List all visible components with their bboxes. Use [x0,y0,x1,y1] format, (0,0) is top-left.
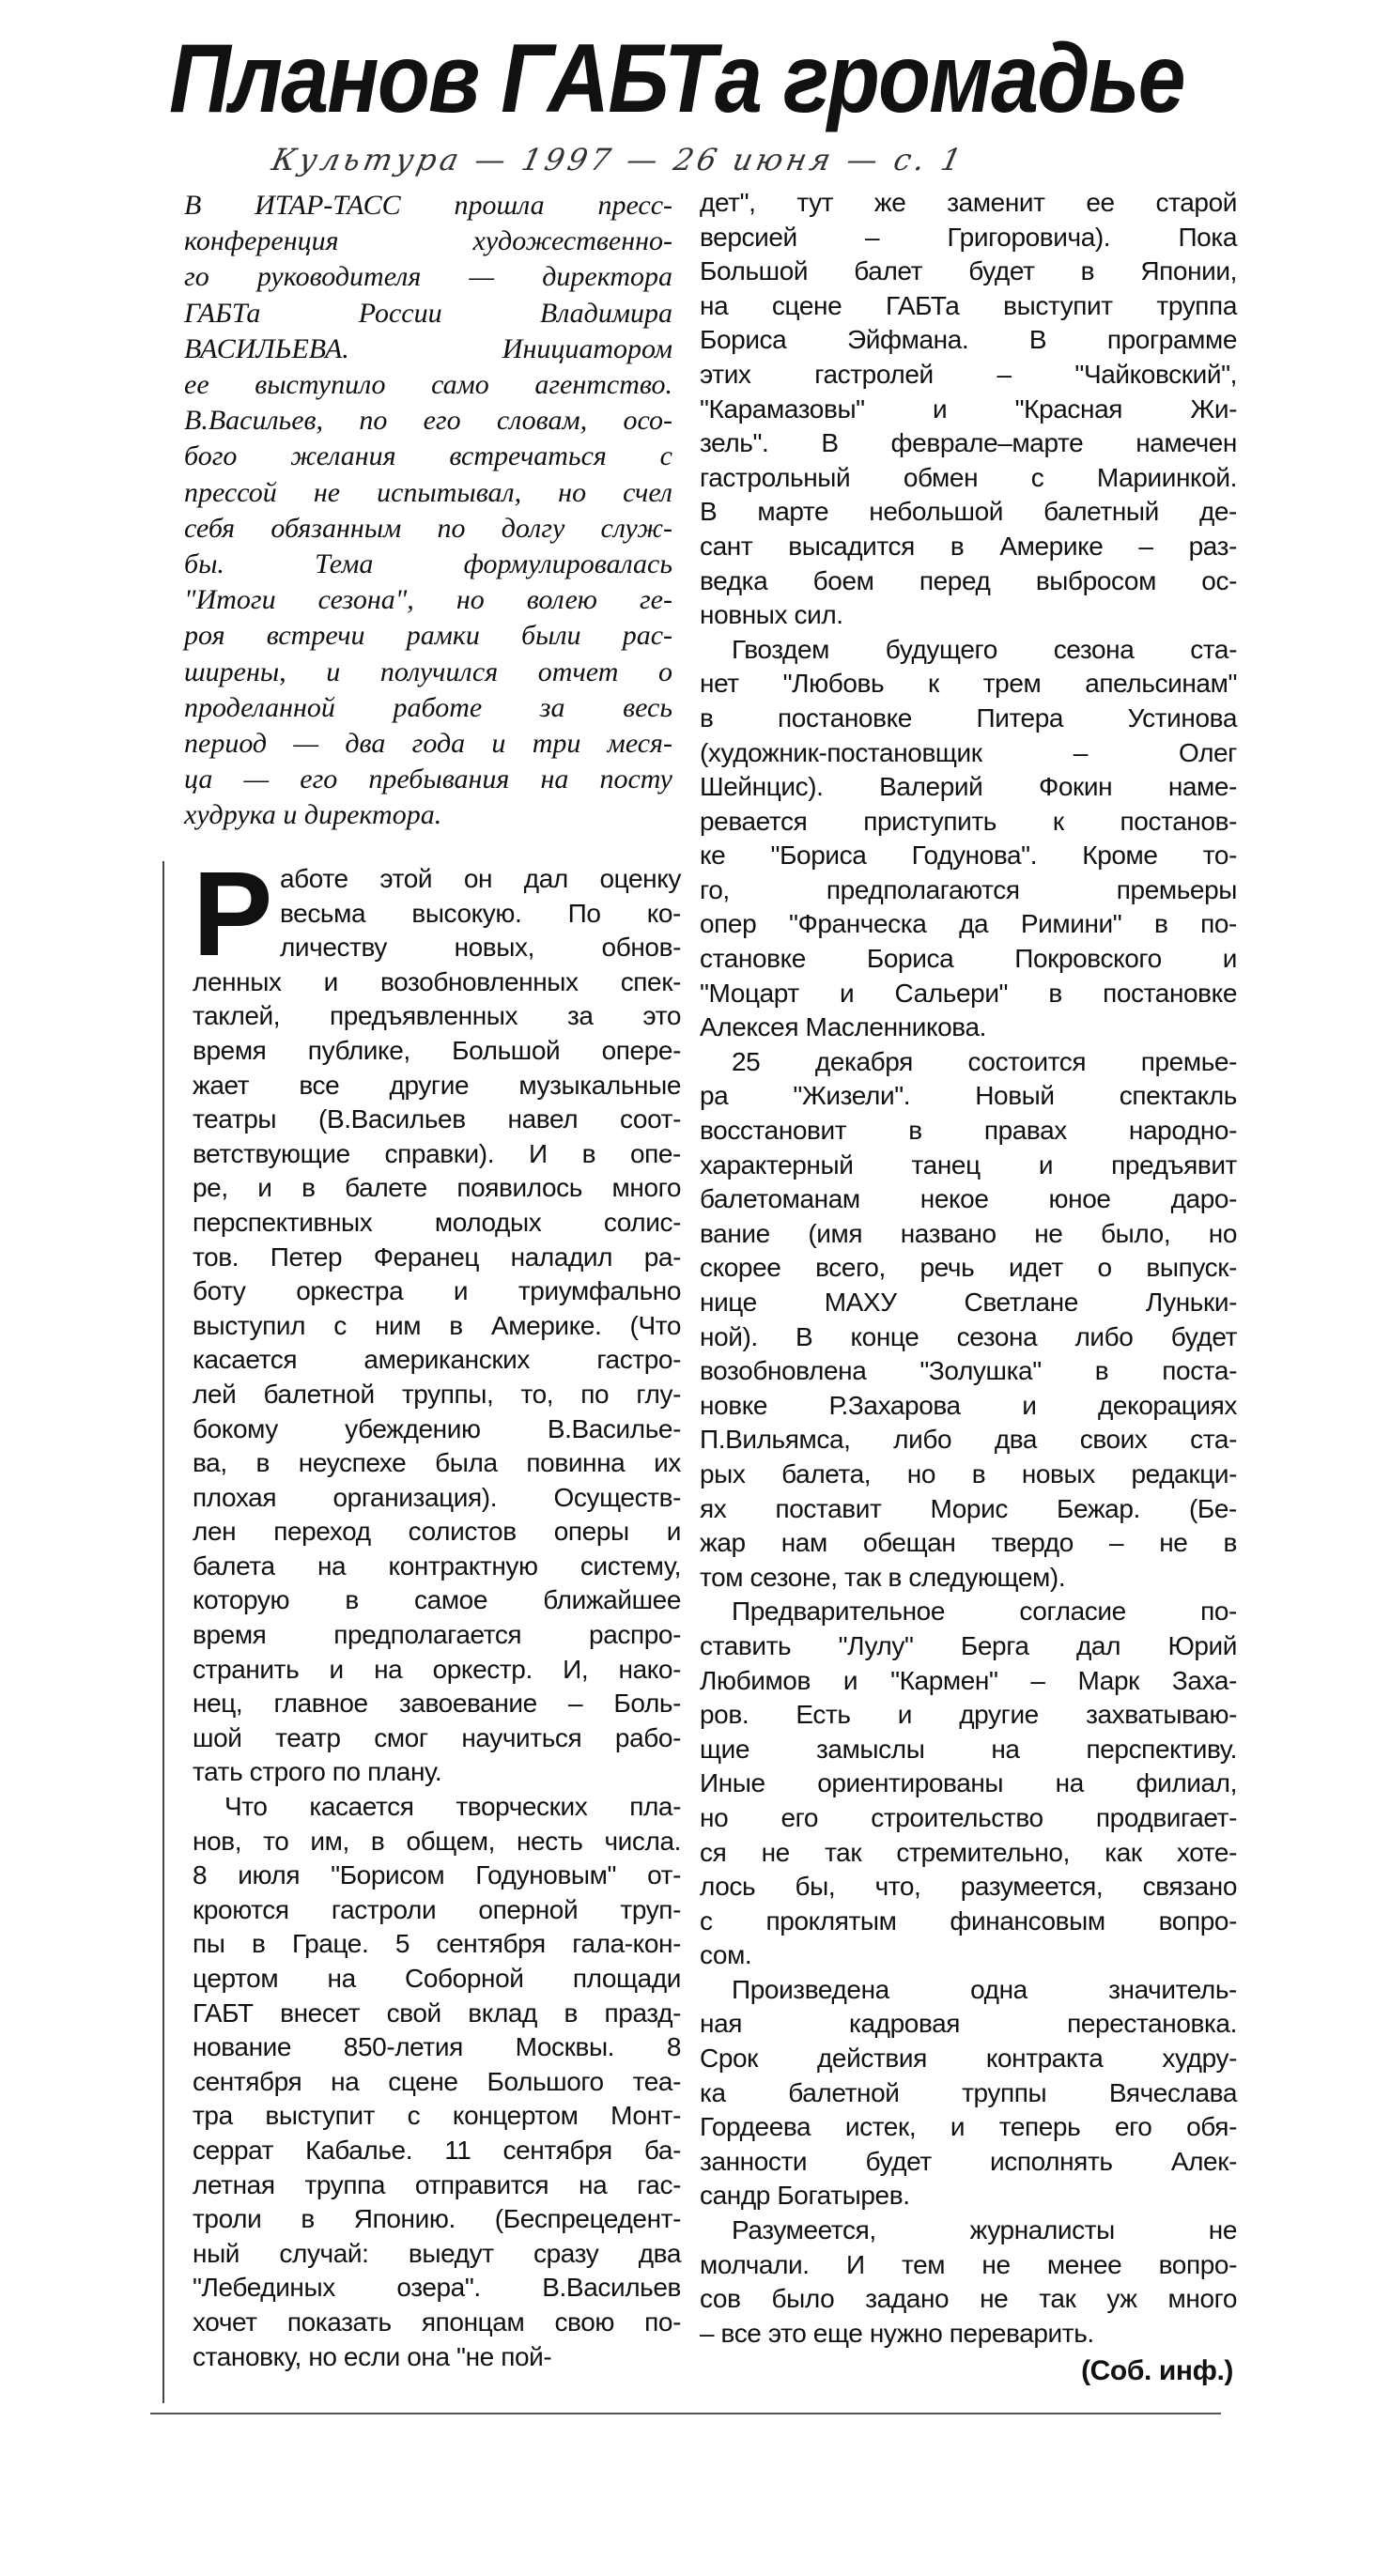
text-line: ной). В конце сезона либо будет [700,1321,1237,1351]
text-line: балетоманам некое юное даро- [700,1184,1237,1214]
lead-line: ее выступило само агентство. [184,369,672,401]
text-line: сандр Богатырев. [700,2181,910,2211]
text-line: ся не так стремительно, как хоте- [700,1837,1237,1867]
text-line: "Карамазовы" и "Красная Жи- [700,393,1237,424]
text-line: 8 июля "Борисом Годуновым" от- [193,1860,681,1890]
text-line: ставить "Лулу" Берга дал Юрий [700,1630,1237,1660]
bottom-rule [150,2413,1221,2414]
text-line: ревается приступить к постанов- [700,806,1237,836]
column-rule [162,861,164,2403]
text-line: молчали. И тем не менее вопро- [700,2249,1237,2279]
text-line: ва, в неуспехе была повинна их [193,1448,681,1478]
text-line: новных сил. [700,600,843,630]
text-line: ГАБТ внесет свой вклад в празд- [193,1998,681,2028]
lead-line: "Итоги сезона", но волею ге- [184,584,672,616]
text-line: восстановит в правах народно- [700,1116,1237,1146]
text-line: Шейнцис). Валерий Фокин наме- [700,772,1237,802]
text-line: Разумеется, журналисты не [732,2215,1237,2245]
right-column [700,186,1237,2389]
text-line: сом. [700,1940,752,1970]
text-line: ка балетной труппы Вячеслава [700,2077,1237,2107]
text-line: ре, и в балете появилось много [193,1173,681,1203]
text-line: боту оркестра и триумфально [193,1276,681,1306]
lead-line: го руководителя — директора [184,261,672,293]
text-line: ная кадровая перестановка. [700,2009,1237,2039]
text-line: с проклятым финансовым вопро- [700,1905,1237,1936]
text-line: Гордеева истек, и теперь его обя- [700,2112,1237,2142]
lead-line: ширены, и получился отчет о [184,656,672,687]
text-line: Предварительное согласие по- [732,1597,1237,1627]
text-line: В марте небольшой балетный де- [700,497,1237,527]
text-line: занности будет исполнять Алек- [700,2146,1237,2176]
text-line: "Лебединых озера". В.Васильев [193,2273,681,2303]
text-line: аботе этой он дал оценку [279,864,681,893]
lead-paragraph [184,188,672,834]
text-line: троли в Японию. (Беспрецедент- [193,2204,681,2234]
text-line: личеству новых, обнов- [279,933,681,963]
text-line: ный случай: выедут сразу два [193,2238,681,2268]
text-line: щие замыслы на перспективу. [700,1734,1237,1764]
text-line: кроются гастроли оперной труп- [193,1894,681,1924]
text-line: серрат Кабалье. 11 сентября ба- [193,2135,681,2165]
text-line: ленных и возобновленных спек- [193,966,681,996]
text-line: дет", тут же заменит ее старой [700,188,1237,217]
text-line: ров. Есть и другие захватываю- [700,1700,1237,1730]
text-line: Иные ориентированы на филиал, [700,1768,1237,1798]
text-line: летная труппа отправится на гас- [193,2169,681,2199]
lead-line: период — два года и три меся- [184,728,672,760]
text-line: опер "Франческа да Римини" в по- [700,909,1237,939]
headline: Планов ГАБТа громадье [169,24,1184,133]
lead-line: В.Васильев, по его словам, осо- [184,405,672,437]
byline: (Соб. инф.) [1081,2355,1233,2387]
lead-line: бы. Тема формулировалась [184,548,672,580]
text-line: на сцене ГАБТа выступит труппа [700,290,1237,320]
text-line: Срок действия контракта худру- [700,2044,1237,2074]
text-line: (художник-постановщик – Олег [700,737,1237,767]
text-line: перспективных молодых солис- [193,1207,681,1237]
lead-line: ца — его пребывания на посту [184,764,672,795]
text-line: нец, главное завоевание – Боль- [193,1689,681,1719]
text-line: нов, то им, в общем, несть числа. [193,1826,681,1856]
lead-line: проделанной работе за весь [184,691,672,723]
lead-line: В ИТАР-ТАСС прошла пресс- [184,190,672,221]
text-line: хочет показать японцам свою по- [193,2306,681,2337]
text-line: ке "Бориса Годунова". Кроме то- [700,841,1237,871]
lead-line: роя встречи рамки были рас- [184,620,672,652]
text-line: рых балета, но в новых редакци- [700,1458,1237,1489]
lead-line: ГАБТа России Владимира [184,297,672,329]
text-line: ях поставит Морис Бежар. (Бе- [700,1493,1237,1523]
left-column [193,847,681,2374]
text-line: пы в Граце. 5 сентября гала-кон- [193,1929,681,1959]
text-line: – все это еще нужно переварить. [700,2318,1094,2348]
lead-line: конференция художественно- [184,225,672,257]
text-line: характерный танец и предъявит [700,1149,1237,1180]
text-line: лен переход солистов оперы и [193,1517,681,1547]
text-line: нице МАХУ Светлане Луньки- [700,1288,1237,1317]
handwritten-note: Культура — 1997 — 26 июня — с. 1 [269,142,968,177]
text-line: странить и на оркестр. И, нако- [193,1654,681,1684]
text-line: Бориса Эйфмана. В программе [700,325,1237,355]
text-line: ра "Жизели". Новый спектакль [700,1081,1237,1111]
text-line: версией – Григоровича). Пока [700,222,1237,252]
text-line: в постановке Питера Устинова [700,702,1237,733]
text-line: весьма высокую. По ко- [279,898,681,928]
text-line: жар нам обещан твердо – не в [700,1528,1237,1558]
text-line: ветствующие справки). И в опе- [193,1138,681,1168]
lead-line: ВАСИЛЬЕВА. Инициатором [184,332,672,364]
text-line: нование 850-летия Москвы. 8 [193,2032,681,2062]
text-line: лей балетной труппы, то, по глу- [193,1379,681,1409]
text-line: Гвоздем будущего сезона ста- [732,634,1237,664]
text-line: которую в самое ближайшее [193,1585,681,1615]
lead-line: бого желания встречаться с [184,440,672,472]
text-line: сов было задано не так уж много [700,2284,1237,2314]
text-line: зель". В феврале–марте намечен [700,428,1237,458]
text-line: сентября на сцене Большого теа- [193,2066,681,2096]
text-line: жает все другие музыкальные [193,1070,681,1100]
text-line: "Моцарт и Сальери" в постановке [700,978,1237,1008]
text-line: сант высадится в Америке – раз- [700,531,1237,561]
text-line: Алексея Масленникова. [700,1012,987,1042]
text-line: шой театр смог научиться рабо- [193,1722,681,1752]
text-line: Любимов и "Кармен" – Марк Заха- [700,1665,1237,1695]
text-line: ведка боем перед выбросом ос- [700,565,1237,595]
text-line: тра выступит с концертом Монт- [193,2101,681,2131]
text-line: касается американских гастро- [193,1345,681,1375]
text-line: Что касается творческих пла- [224,1792,681,1822]
text-line: скорее всего, речь идет о выпуск- [700,1253,1237,1283]
lead-line: худрука и директора. [184,799,442,831]
text-line: Большой балет будет в Японии, [700,256,1237,286]
text-line: лось бы, что, разумеется, связано [700,1872,1237,1902]
text-line: этих гастролей – "Чайковский", [700,359,1237,389]
text-line: Произведена одна значитель- [732,1974,1237,2004]
text-line: балета на контрактную систему, [193,1550,681,1581]
text-line: вание (имя названо не было, но [700,1218,1237,1248]
text-line: П.Вильямса, либо два своих ста- [700,1425,1237,1455]
text-line: но его строительство продвигает- [700,1802,1237,1832]
text-line: плохая организация). Осуществ- [193,1482,681,1512]
text-line: выступил с ним в Америке. (Что [193,1310,681,1340]
text-line: бокому убеждению В.Василье- [193,1413,681,1443]
text-line: том сезоне, так в следующем). [700,1562,1066,1592]
text-line: таклей, предъявленных за это [193,1001,681,1031]
text-line: гастрольный обмен с Мариинкой. [700,462,1237,492]
lead-line: прессой не испытывал, но счел [184,476,672,508]
text-line: новке Р.Захарова и декорациях [700,1390,1237,1420]
text-line: тов. Петер Феранец наладил ра- [193,1242,681,1272]
text-line: возобновлена "Золушка" в поста- [700,1356,1237,1386]
drop-cap: Р [193,847,272,981]
text-line: становке Бориса Покровского и [700,944,1237,974]
text-line: становку, но если она "не пой- [193,2341,552,2371]
text-line: го, предполагаются премьеры [700,874,1237,904]
text-line: нет "Любовь к трем апельсинам" [700,669,1237,699]
lead-line: себя обязанным по долгу служ- [184,512,672,544]
text-line: цертом на Соборной площади [193,1964,681,1993]
text-line: время предполагается распро- [193,1620,681,1650]
text-line: тать строго по плану. [193,1757,442,1787]
text-line: театры (В.Васильев навел соот- [193,1104,681,1134]
text-line: 25 декабря состоится премье- [732,1046,1237,1076]
text-line: время публике, Большой опере- [193,1035,681,1065]
